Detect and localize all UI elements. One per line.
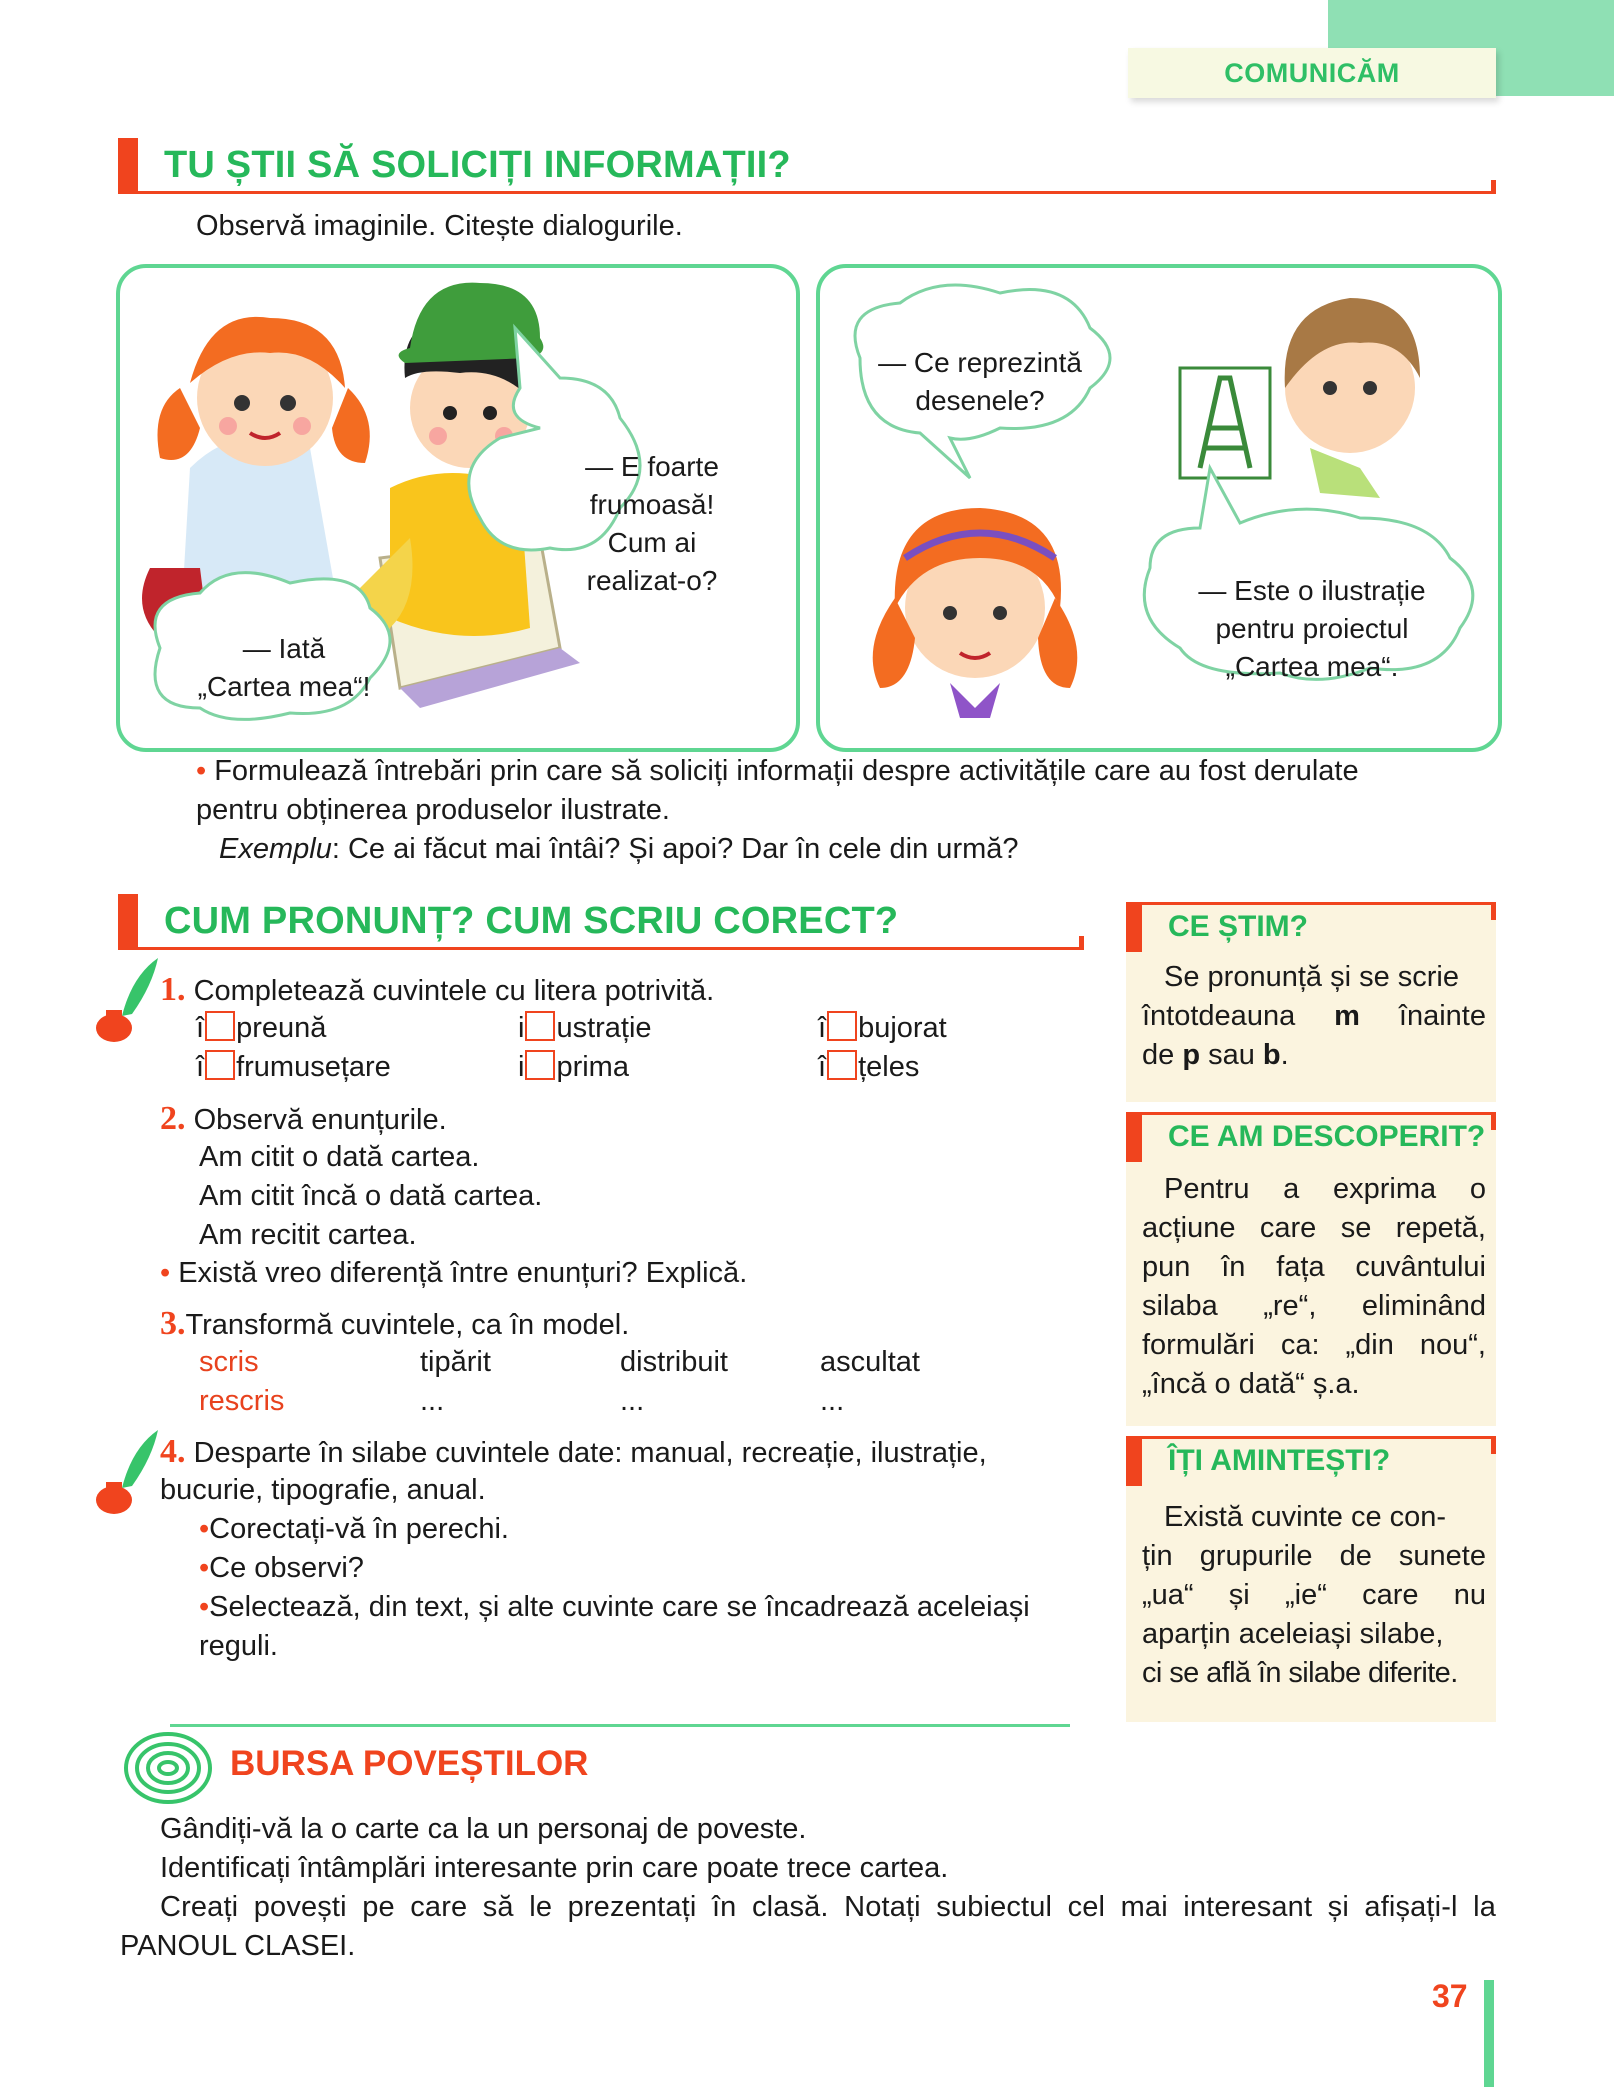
letter-box[interactable] <box>525 1050 555 1080</box>
exercise-4-cont: bucurie, tipografie, anual. <box>160 1474 486 1506</box>
fill-word-5: i prima <box>518 1051 629 1083</box>
chapter-label: COMUNICĂM <box>1224 57 1400 88</box>
section2-title: CUM PRONUNȚ? CUM SCRIU CORECT? <box>164 900 899 942</box>
answer-blank-1: ... <box>420 1385 445 1417</box>
model-word: scris <box>199 1346 259 1378</box>
info-box-title: CE ȘTIM? <box>1168 910 1308 943</box>
letter-box[interactable] <box>205 1050 235 1080</box>
bubble-answer: — Este o ilustrație pentru proiectul „Cartea mea“. <box>1198 575 1426 682</box>
info-box-title: CE AM DESCOPERIT? <box>1168 1120 1486 1153</box>
word-ascultat: ascultat <box>820 1346 920 1378</box>
section1-title: TU ȘTII SĂ SOLICIȚI INFORMAȚII? <box>164 144 791 186</box>
model-answer: rescris <box>199 1385 285 1417</box>
sentence-2: Am citit încă o dată cartea. <box>199 1180 543 1212</box>
page-number: 37 <box>1432 1978 1468 2014</box>
bubble-girl: — Iată „Cartea mea“! <box>197 633 371 702</box>
letter-box[interactable] <box>525 1011 555 1041</box>
answer-blank-2: ... <box>620 1385 645 1417</box>
spiral-icon <box>122 1730 214 1806</box>
letter-box[interactable] <box>205 1011 235 1041</box>
word-distribuit: distribuit <box>620 1346 728 1378</box>
word-tiparit: tipărit <box>420 1346 491 1378</box>
info-box-iti-amintesti <box>1126 1436 1496 1722</box>
exercise-4-bullet-2: •Ce observi? <box>199 1552 364 1584</box>
info-box-text: Există cuvinte ce con- țin grupurile de sunete „ua“ și „ie“ care nu aparțin aceleiași silabe, ci se află în silabe diferite. <box>1142 1501 1486 1689</box>
section1-task-cont: pentru obținerea produselor ilustrate. <box>196 794 670 826</box>
letter-box[interactable] <box>827 1050 857 1080</box>
letter-box[interactable] <box>827 1011 857 1041</box>
illustration-panel-left <box>116 264 800 752</box>
fill-word-4: î frumusețare <box>196 1051 391 1083</box>
chapter-tab <box>1128 48 1496 98</box>
section3-rule <box>170 1724 1070 1727</box>
exercise-4-bullet-3: •Selectează, din text, și alte cuvinte care se încadrează aceleiași <box>199 1591 1030 1623</box>
exercise-1: 1. Completează cuvintele cu litera potrivită. <box>160 971 715 1008</box>
info-box-title: ÎȚI AMINTEȘTI? <box>1168 1444 1391 1477</box>
section2-heading <box>118 894 1088 950</box>
info-box-ce-stim <box>1126 902 1496 1102</box>
sentence-1: Am citit o dată cartea. <box>199 1141 480 1173</box>
exercise-2: 2. Observă enunțurile. <box>160 1100 447 1137</box>
illustration-panel-right <box>816 264 1502 752</box>
section1-example: Exemplu: Ce ai făcut mai întâi? Și apoi? Dar în cele din urmă? <box>219 833 1019 865</box>
info-box-text: Se pronunță și se scrie întotdeauna m înainte de p sau b. <box>1142 961 1486 1071</box>
exercise-2-question: • Există vreo diferență între enunțuri? Explică. <box>160 1257 748 1289</box>
quill-inkpot-icon <box>92 956 162 1042</box>
bubble-question: — Ce reprezintă desenele? <box>878 347 1082 416</box>
answer-blank-3: ... <box>820 1385 845 1417</box>
page-number-bar <box>1484 1980 1494 2087</box>
fill-word-3: î bujorat <box>818 1012 947 1044</box>
exercise-4: 4. Desparte în silabe cuvintele date: manual, recreație, ilustrație, <box>160 1433 987 1470</box>
sentence-3: Am recitit cartea. <box>199 1219 417 1251</box>
section3-p3: Creați povești pe care să le prezentați în clasă. Notați subiectul cel mai interesant și afișați-l la <box>160 1891 1496 1923</box>
section3-title: BURSA POVEȘTILOR <box>230 1744 589 1783</box>
quill-inkpot-icon-2 <box>92 1428 162 1514</box>
section3-p3-cont: PANOUL CLASEI. <box>120 1930 356 1962</box>
bubble-boy: — E foarte frumoasă! Cum ai realizat-o? <box>585 451 719 596</box>
exercise-4-bullet-1: •Corectați-vă în perechi. <box>199 1513 509 1545</box>
info-box-ce-am-descoperit <box>1126 1112 1496 1426</box>
section1-heading <box>118 138 1498 194</box>
fill-word-2: i ustrație <box>518 1012 652 1044</box>
exercise-4-bullet-3-cont: reguli. <box>199 1630 278 1662</box>
fill-word-1: î preună <box>196 1012 327 1044</box>
fill-word-6: î țeles <box>818 1051 920 1083</box>
section1-instruction: Observă imaginile. Citește dialogurile. <box>196 210 683 242</box>
section1-task: • Formulează întrebări prin care să soliciți informații despre activitățile care au fost derulate <box>196 755 1359 787</box>
section3-p2: Identificați întâmplări interesante prin care poate trece cartea. <box>160 1852 949 1884</box>
exercise-3: 3.Transformă cuvintele, ca în model. <box>160 1305 630 1342</box>
section3-p1: Gândiți-vă la o carte ca la un personaj de poveste. <box>160 1813 807 1845</box>
info-box-text: Pentru a exprima o acțiune care se repetă, pun în fața cuvântului silaba „re“, eliminând formulări ca: „din nou“, „încă o dată“ ș.a. <box>1142 1173 1486 1400</box>
